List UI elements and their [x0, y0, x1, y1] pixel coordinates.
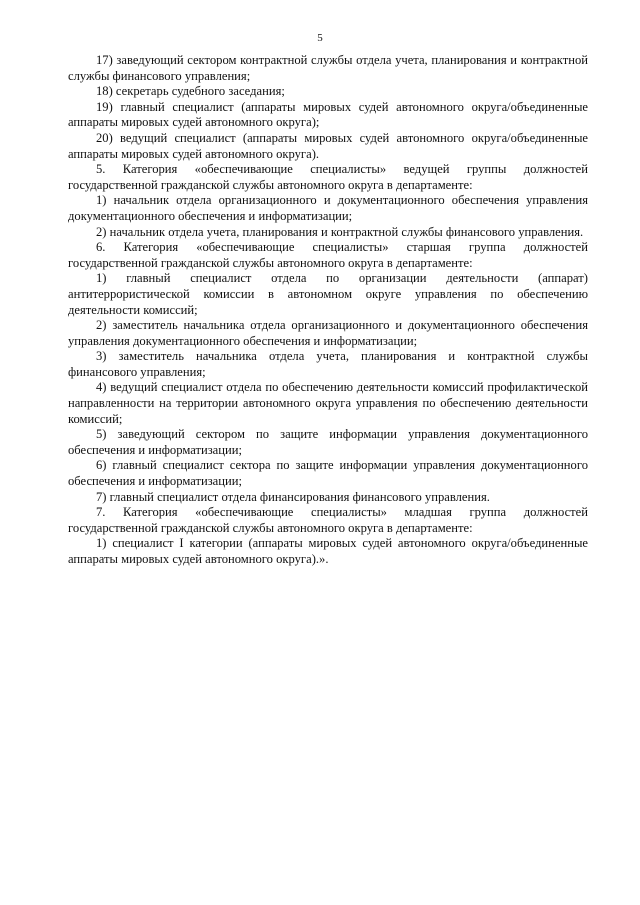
- paragraph-section-6-item-4: 4) ведущий специалист отдела по обеспечению деятельности комиссий профилактической направленности на территории автономного округа управления по обеспечению деятельности комиссий;: [68, 380, 588, 426]
- paragraph-item-20: 20) ведущий специалист (аппараты мировых судей автономного округа/объединенные аппараты мировых судей автономного округа).: [68, 130, 588, 161]
- paragraph-section-5-item-2: 2) начальник отдела учета, планирования и контрактной службы финансового управления.: [96, 224, 584, 239]
- paragraph-section-6-item-3: 3) заместитель начальника отдела учета, планирования и контрактной службы финансового управления;: [68, 349, 588, 379]
- paragraph-item-19: 19) главный специалист (аппараты мировых судей автономного округа/объединенные аппараты мировых судей автономного округа);: [68, 99, 588, 130]
- document-body: [68, 53, 588, 568]
- paragraph-section-5-item-1: 1) начальник отдела организационного и документационного обеспечения управления документационного обеспечения и информатизации;: [68, 193, 588, 223]
- paragraph-section-7: 7. Категория «обеспечивающие специалисты» младшая группа должностей государственной гражданской службы автономного округа в департаменте:: [68, 505, 588, 535]
- paragraph-section-6-item-7: 7) главный специалист отдела финансирования финансового управления.: [96, 489, 490, 504]
- page-number: 5: [317, 32, 323, 44]
- paragraph-section-6-item-5: 5) заведующий сектором по защите информации управления документационного обеспечения и информатизации;: [68, 427, 588, 457]
- paragraph-item-18: 18) секретарь судебного заседания;: [96, 84, 285, 99]
- paragraph-section-5: 5. Категория «обеспечивающие специалисты» ведущей группы должностей государственной гражданской службы автономного округа в департаменте:: [68, 162, 588, 192]
- paragraph-section-6-item-2: 2) заместитель начальника отдела организационного и документационного обеспечения управления документационного обеспечения и информатизации;: [68, 318, 588, 348]
- paragraph-section-6-item-6: 6) главный специалист сектора по защите информации управления документационного обеспечения и информатизации;: [68, 458, 588, 489]
- paragraph-section-6-item-1: 1) главный специалист отдела по организации деятельности (аппарат) антитеррористической комиссии в автономном округе управления по обеспечению деятельности комиссий;: [68, 271, 588, 317]
- paragraph-item-17: 17) заведующий сектором контрактной службы отдела учета, планирования и контрактной службы финансового управления;: [68, 53, 588, 83]
- paragraph-section-7-item-1: 1) специалист I категории (аппараты мировых судей автономного округа/объединенные аппараты мировых судей автономного округа).».: [68, 536, 588, 566]
- paragraph-section-6: 6. Категория «обеспечивающие специалисты» старшая группа должностей государственной гражданской службы автономного округа в департаменте:: [68, 240, 588, 270]
